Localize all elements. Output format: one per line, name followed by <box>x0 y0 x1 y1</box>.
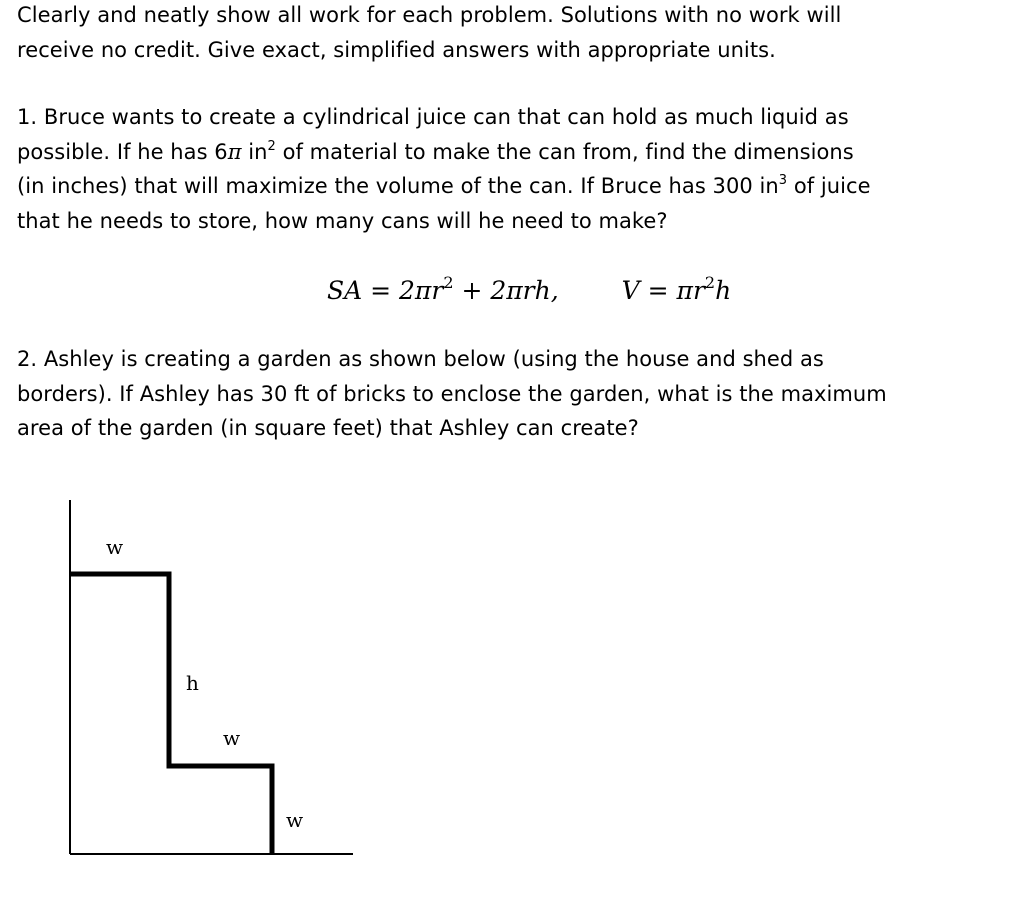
volume-formula-exponent: 2 <box>704 273 716 292</box>
problem-2-line-2: borders). If Ashley has 30 ft of bricks to enclose the garden, what is the maximum <box>17 381 887 406</box>
label-h: h <box>186 671 199 695</box>
surface-area-formula-exponent: 2 <box>443 273 454 292</box>
volume-formula-b: h <box>715 276 732 305</box>
problem-1-line-1: 1. Bruce wants to create a cylindrical juice can that can hold as much liquid as <box>17 105 849 129</box>
problem-2-line-3: area of the garden (in square feet) that Ashley can create? <box>17 416 639 440</box>
problem-1-line-3b: of juice <box>787 174 871 198</box>
problem-1-line-3a: (in inches) that will maximize the volume of the can. If Bruce has 300 in <box>17 174 779 198</box>
brick-fence <box>70 574 272 854</box>
instructions-line-1: Clearly and neatly show all work for each problem. Solutions with no work will <box>17 3 842 27</box>
problem-1-line-2b: in <box>241 139 268 164</box>
label-w-top: w <box>106 535 124 559</box>
volume-formula-a: V = πr <box>621 276 705 305</box>
problem-1-line-4: that he needs to store, how many cans will he need to make? <box>17 208 668 233</box>
cubed-superscript: 3 <box>778 173 788 188</box>
instructions-line-2: receive no credit. Give exact, simplified answers with appropriate units. <box>17 37 776 62</box>
surface-area-formula-b: + 2πrh, <box>453 276 559 305</box>
pi-symbol: π <box>227 139 242 164</box>
surface-area-formula-a: SA = 2πr <box>327 276 444 305</box>
problem-2-line-1: 2. Ashley is creating a garden as shown below (using the house and shed as <box>17 347 824 371</box>
problem-1-line-2c: of material to make the can from, find the dimensions <box>275 139 854 164</box>
label-w-middle: w <box>223 726 241 750</box>
squared-superscript: 2 <box>267 138 276 154</box>
problem-1-line-2a: possible. If he has 6 <box>17 139 228 164</box>
label-w-bottom: w <box>286 808 304 832</box>
